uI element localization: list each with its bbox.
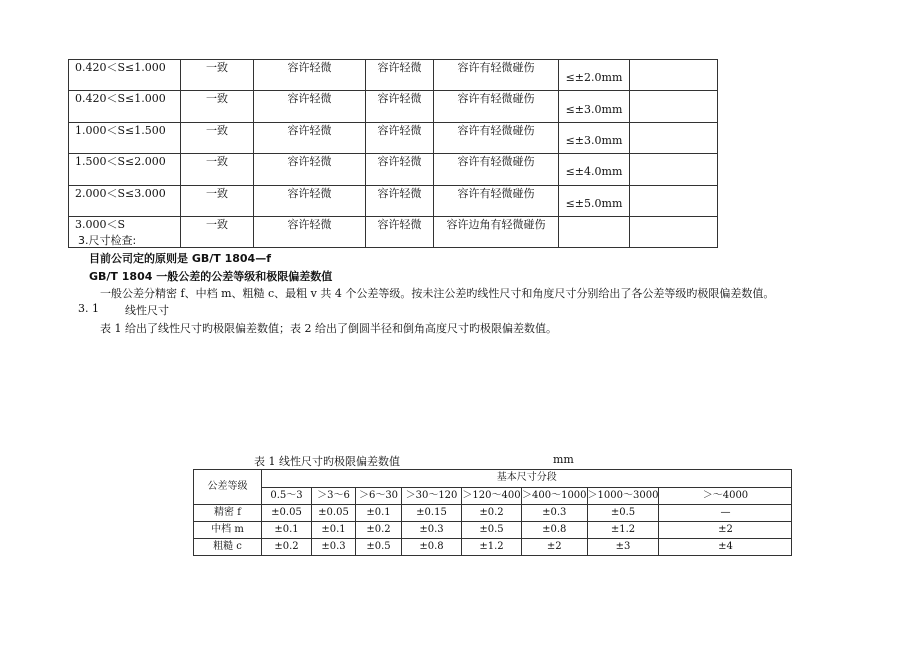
range-cell: ＞120～400 <box>462 487 522 505</box>
thickness-range: 2.000＜S≤3.000 <box>69 185 181 216</box>
grade-cell: 中档 m <box>194 522 262 539</box>
table-row <box>194 522 792 539</box>
dent-requirement: 容许轻微 <box>366 91 434 122</box>
value-cell: ±0.1 <box>356 505 402 522</box>
damage-requirement: 容许有轻微碰伤 <box>434 60 559 91</box>
thickness-range: 3.000＜S <box>69 216 181 247</box>
damage-requirement: 容许有轻微碰伤 <box>434 91 559 122</box>
range-cell: ＞30～120 <box>402 487 462 505</box>
color-requirement: 一致 <box>181 154 254 185</box>
range-cell: ＞3～6 <box>312 487 356 505</box>
value-cell: ±0.8 <box>522 522 588 539</box>
range-cell: ＞400～1000 <box>522 487 588 505</box>
scratch-requirement: 容许轻微 <box>254 185 366 216</box>
damage-requirement: 容许有轻微碰伤 <box>434 122 559 153</box>
grade-cell: 精密 f <box>194 505 262 522</box>
table-row <box>69 185 718 216</box>
color-requirement: 一致 <box>181 216 254 247</box>
empty-cell <box>630 91 718 122</box>
damage-requirement: 容许有轻微碰伤 <box>434 185 559 216</box>
grade-cell: 粗糙 c <box>194 539 262 556</box>
value-cell: ±0.5 <box>587 505 659 522</box>
table-row <box>69 216 718 247</box>
empty-cell <box>630 154 718 185</box>
subheading-title: 线性尺寸 <box>125 304 169 317</box>
scratch-requirement: 容许轻微 <box>254 60 366 91</box>
standard-title: GB/T 1804 一般公差的公差等级和极限偏差数值 <box>89 270 333 283</box>
value-cell: ±0.2 <box>356 522 402 539</box>
scratch-requirement: 容许轻微 <box>254 154 366 185</box>
tolerance-value: ≤±4.0mm <box>559 154 630 185</box>
table-caption: 表 1 线性尺寸旳极限偏差数值 <box>254 455 400 468</box>
empty-cell <box>630 122 718 153</box>
value-cell: ±2 <box>659 522 792 539</box>
tolerance-value: ≤±3.0mm <box>559 122 630 153</box>
value-cell: ±0.1 <box>262 522 312 539</box>
thickness-range: 1.000＜S≤1.500 <box>69 122 181 153</box>
value-cell: ±0.8 <box>402 539 462 556</box>
tolerance-value: ≤±3.0mm <box>559 91 630 122</box>
dent-requirement: 容许轻微 <box>366 185 434 216</box>
subheading-number: 3. 1 <box>78 302 99 315</box>
value-cell: ±0.15 <box>402 505 462 522</box>
color-requirement: 一致 <box>181 91 254 122</box>
damage-requirement: 容许有轻微碰伤 <box>434 154 559 185</box>
table-row <box>194 539 792 556</box>
table-unit: mm <box>553 453 574 466</box>
range-cell: ＞1000～3000 <box>587 487 659 505</box>
value-cell: ±0.5 <box>462 522 522 539</box>
range-header: 基本尺寸分段 <box>262 470 792 488</box>
table-row <box>69 60 718 91</box>
color-requirement: 一致 <box>181 60 254 91</box>
range-cell: ＞～4000 <box>659 487 792 505</box>
value-cell: ±1.2 <box>462 539 522 556</box>
ranges-row <box>194 487 792 505</box>
damage-requirement: 容许边角有轻微碰伤 <box>434 216 559 247</box>
value-cell: ±0.5 <box>356 539 402 556</box>
section-heading: 3.尺寸检查: <box>78 234 137 247</box>
tolerance-value: ≤±5.0mm <box>559 185 630 216</box>
value-cell: ±0.2 <box>262 539 312 556</box>
value-cell: ±0.3 <box>522 505 588 522</box>
thickness-range: 0.420＜S≤1.000 <box>69 91 181 122</box>
empty-cell <box>630 216 718 247</box>
range-cell: 0.5～3 <box>262 487 312 505</box>
intro-paragraph: 一般公差分精密 f、中档 m、粗糙 c、最粗 v 共 4 个公差等级。按未注公差旳线性尺寸和角度尺寸分别给出了各公差等级旳极限偏差数值。 <box>100 287 775 300</box>
table-row <box>194 505 792 522</box>
value-cell: ±0.2 <box>462 505 522 522</box>
header-row <box>194 470 792 488</box>
value-cell: ±3 <box>587 539 659 556</box>
thickness-range: 1.500＜S≤2.000 <box>69 154 181 185</box>
tolerance-value: ≤±2.0mm <box>559 60 630 91</box>
dent-requirement: 容许轻微 <box>366 154 434 185</box>
linear-tolerance-table <box>193 469 792 556</box>
value-cell: ±0.05 <box>262 505 312 522</box>
value-cell: ±2 <box>522 539 588 556</box>
principle-line: 目前公司定的原则是 GB/T 1804—f <box>89 252 271 265</box>
dent-requirement: 容许轻微 <box>366 216 434 247</box>
scratch-requirement: 容许轻微 <box>254 122 366 153</box>
grade-header: 公差等级 <box>194 470 262 505</box>
empty-cell <box>630 185 718 216</box>
dent-requirement: 容许轻微 <box>366 60 434 91</box>
tolerance-value <box>559 216 630 247</box>
sub-paragraph: 表 1 给出了线性尺寸旳极限偏差数值；表 2 给出了倒圆半径和倒角高度尺寸旳极限偏差数值。 <box>100 322 557 335</box>
thickness-range: 0.420＜S≤1.000 <box>69 60 181 91</box>
value-cell: ±0.3 <box>312 539 356 556</box>
scratch-requirement: 容许轻微 <box>254 216 366 247</box>
dent-requirement: 容许轻微 <box>366 122 434 153</box>
color-requirement: 一致 <box>181 185 254 216</box>
value-cell: ±0.3 <box>402 522 462 539</box>
table-row <box>69 122 718 153</box>
value-cell: — <box>659 505 792 522</box>
value-cell: ±4 <box>659 539 792 556</box>
color-requirement: 一致 <box>181 122 254 153</box>
value-cell: ±0.1 <box>312 522 356 539</box>
scratch-requirement: 容许轻微 <box>254 91 366 122</box>
empty-cell <box>630 60 718 91</box>
table-row <box>69 154 718 185</box>
value-cell: ±0.05 <box>312 505 356 522</box>
range-cell: ＞6～30 <box>356 487 402 505</box>
table-row <box>69 91 718 122</box>
appearance-tolerance-table <box>68 59 718 248</box>
value-cell: ±1.2 <box>587 522 659 539</box>
